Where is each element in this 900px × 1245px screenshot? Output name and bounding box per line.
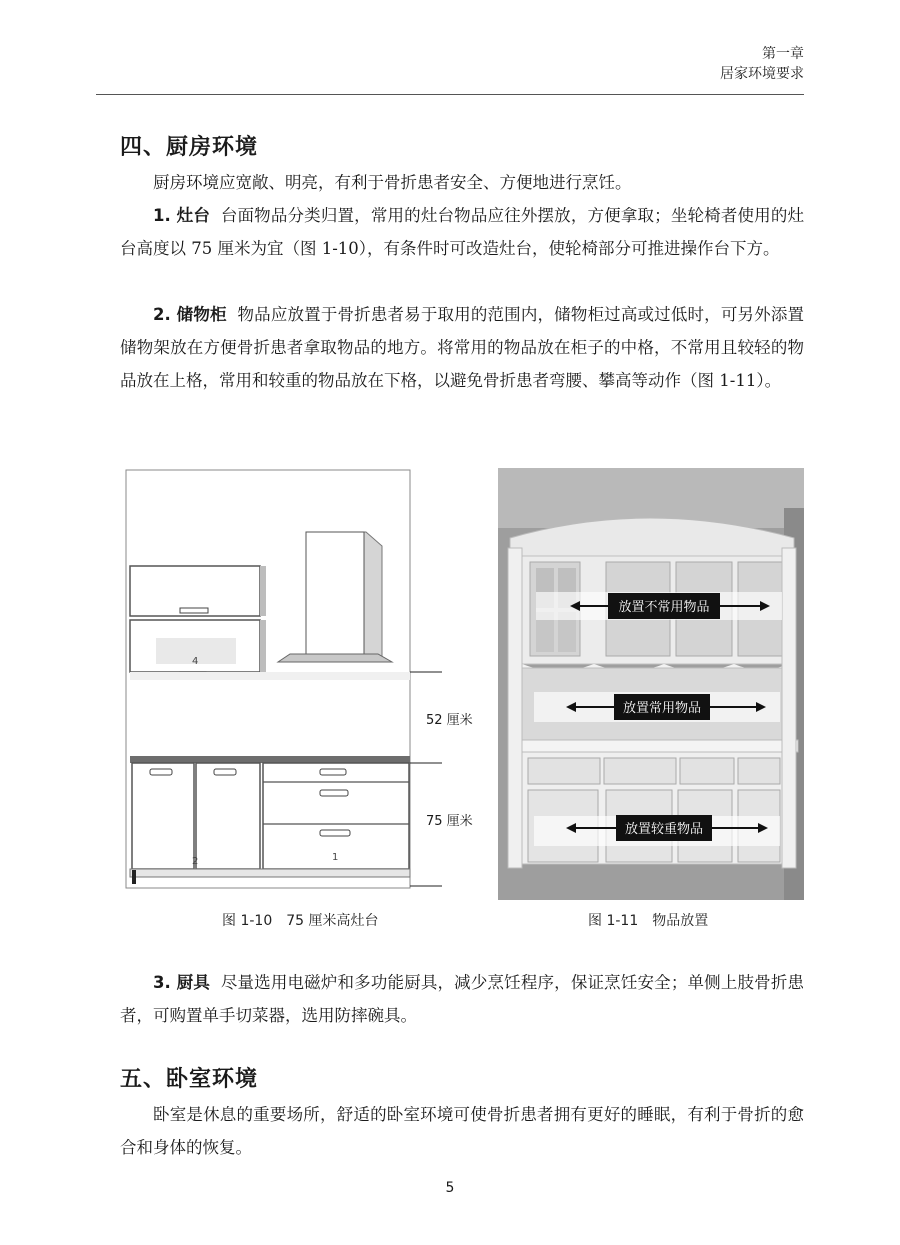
caption-number: 图 1-10 (222, 913, 273, 929)
caption-figure-1-11 (588, 910, 708, 930)
paragraph-lead: 2. 储物柜 (153, 305, 227, 324)
dimension-label-52cm: 52 厘米 (426, 713, 473, 728)
paragraph-stove (120, 199, 804, 265)
figure-stove-drawing (120, 466, 450, 896)
paragraph-cookware (120, 966, 804, 1032)
chapter-number: 第一章 (762, 46, 804, 62)
label-rarely-used: 放置不常用物品 (618, 600, 710, 615)
figure-cabinet-photo (498, 468, 804, 900)
kitchen-intro: 厨房环境应宽敞、明亮，有利于骨折患者安全、方便地进行烹饪。 (153, 173, 632, 192)
drawer-mark: 4 (192, 656, 199, 667)
paragraph-lead: 3. 厨具 (153, 973, 210, 992)
bedroom-paragraph: 卧室是休息的重要场所，舒适的卧室环境可使骨折患者拥有更好的睡眠，有利于骨折的愈合和身体的恢复。 (120, 1105, 804, 1157)
caption-number: 图 1-11 (588, 913, 639, 929)
drawer-mark: 1 (332, 852, 339, 863)
header-rule (96, 94, 804, 95)
paragraph-cabinet (120, 298, 804, 397)
label-frequently-used: 放置常用物品 (622, 701, 702, 716)
caption-figure-1-10 (222, 910, 379, 930)
drawer-mark: 2 (192, 856, 199, 867)
paragraph-lead: 1. 灶台 (153, 206, 210, 225)
label-heavy-items: 放置较重物品 (624, 822, 704, 837)
caption-text: 物品放置 (652, 913, 709, 929)
dimension-label-75cm: 75 厘米 (426, 814, 473, 829)
section-heading-bedroom: 五、卧室环境 (120, 1067, 259, 1092)
cabinet-illustration (498, 468, 804, 900)
paragraph-body: 尽量选用电磁炉和多功能厨具，减少烹饪程序，保证烹饪安全；单侧上肢骨折患者，可购置单手切菜器，选用防摔碗具。 (120, 973, 804, 1025)
section-heading-kitchen: 四、厨房环境 (120, 135, 259, 160)
page-number: 5 (445, 1180, 455, 1196)
paragraph-body: 台面物品分类归置，常用的灶台物品应往外摆放，方便拿取；坐轮椅者使用的灶台高度以 75 厘米为宜（图 1-10），有条件时可改造灶台，使轮椅部分可推进操作台下方。 (120, 206, 804, 258)
paragraph-body: 物品应放置于骨折患者易于取用的范围内，储物柜过高或过低时，可另外添置储物架放在方便骨折患者拿取物品的地方。将常用的物品放在柜子的中格，不常用且较轻的物品放在上格，常用和较重的物品放在下格，以避免骨折患者弯腰、攀高等动作（图 1-11）。 (120, 305, 805, 390)
caption-text: 75 厘米高灶台 (286, 913, 379, 929)
chapter-title: 居家环境要求 (720, 66, 804, 82)
running-head (720, 44, 804, 84)
stove-illustration (120, 466, 450, 896)
